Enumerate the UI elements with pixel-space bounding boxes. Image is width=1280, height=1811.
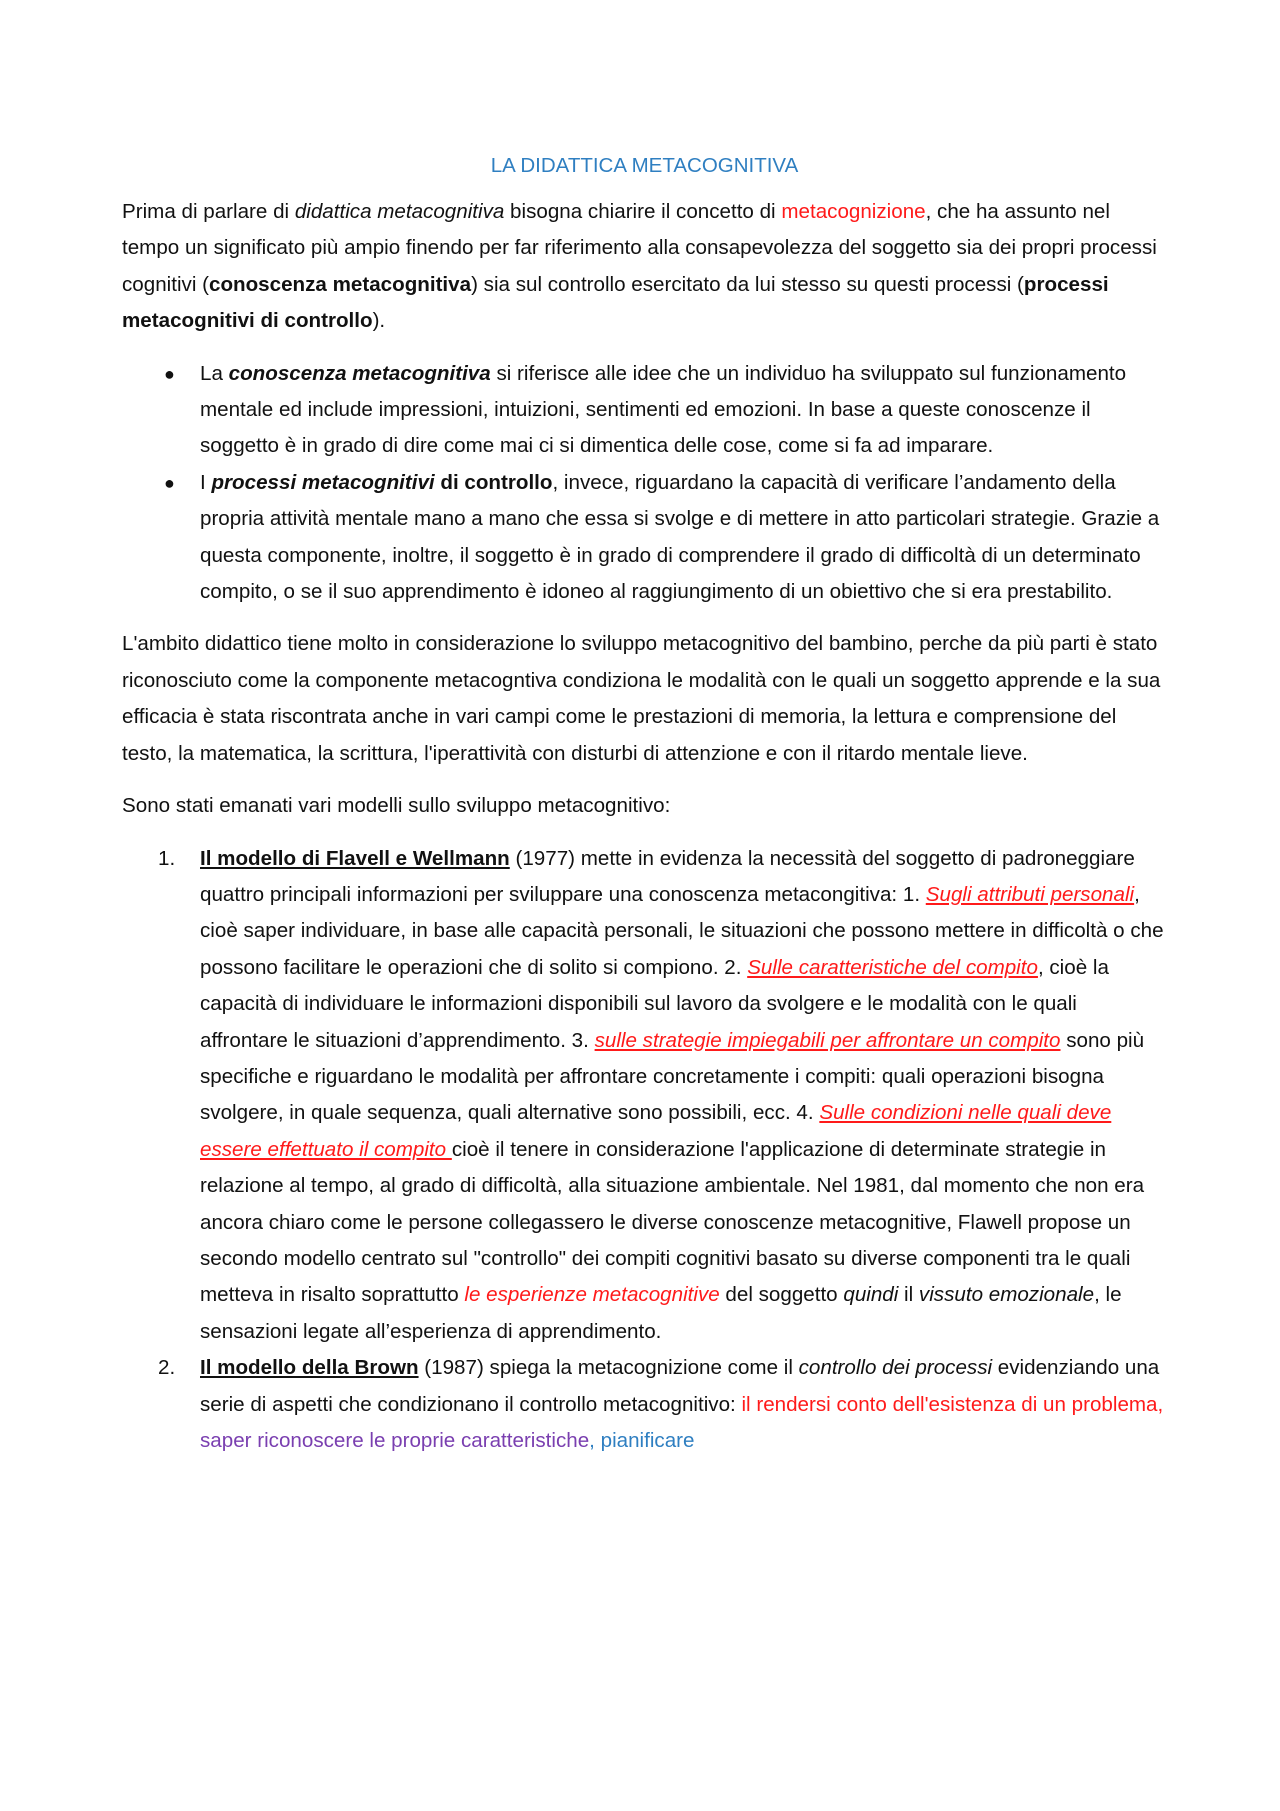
text-run: I — [200, 470, 212, 494]
list-number: 2. — [158, 1356, 176, 1380]
bold-term-processi: processi metacognitivi di controllo — [122, 272, 1109, 333]
italic-term: quindi — [843, 1283, 899, 1307]
bold-term: di controllo — [434, 470, 553, 494]
text-run: si riferisce alle idee che un individuo ha sviluppato sul funzionamento mentale ed include impressioni, intuizioni, sentimenti ed emozioni. In base a queste conoscenze il soggetto è in grado di dire come mai ci si dimentica delle cose, come si fa ad imparare. — [200, 361, 1127, 458]
highlight-pianificare: pianificare — [600, 1429, 695, 1452]
highlight-metacognizione: metacognizione — [781, 200, 926, 223]
text-run: bisogna chiarire il concetto di — [504, 200, 782, 223]
text-run: evidenziando una serie di aspetti che condizionano il controllo metacognitivo: — [200, 1356, 1160, 1416]
bold-italic-term: conoscenza metacognitiva — [228, 361, 491, 385]
text-run: (1977) mette in evidenza la necessità del soggetto di padroneggiare quattro principali informazioni per sviluppare una conoscenza metacongitiva: 1. — [200, 846, 1135, 906]
italic-term: vissuto emozionale — [918, 1283, 1095, 1307]
bold-term-conoscenza: conoscenza metacognitiva — [208, 272, 472, 296]
text-run: , cioè la capacità di individuare le informazioni disponibili sul lavoro da svolgere e le modalità con le quali affrontare le situazioni d’apprendimento. 3. — [200, 955, 1109, 1052]
intro-paragraph — [122, 194, 1167, 340]
model-name: Il modello di Flavell e Wellmann — [200, 846, 510, 870]
text-run: La — [200, 361, 229, 385]
highlight-condizioni: Sulle condizioni nelle quali deve essere effettuato il compito — [200, 1101, 1112, 1161]
highlight-attributi: Sugli attributi personali — [925, 882, 1135, 906]
text-run: Prima di parlare di — [122, 200, 295, 223]
text-run: il — [898, 1283, 919, 1307]
bullet-list — [122, 356, 1167, 611]
highlight-esperienze: le esperienze metacognitive — [464, 1283, 720, 1307]
model-name: Il modello della Brown — [200, 1356, 419, 1380]
highlight-caratteristiche-proprie: saper riconoscere le proprie caratteristiche — [200, 1429, 590, 1452]
models-list — [122, 841, 1167, 1460]
highlight-problema: il rendersi conto dell'esistenza di un problema — [741, 1392, 1158, 1416]
modelli-intro: Sono stati emanati vari modelli sullo sviluppo metacognitivo: — [122, 794, 671, 818]
ambito-paragraph: L'ambito didattico tiene molto in considerazione lo sviluppo metacognitivo del bambino, perche da più parti è stato riconosciuto come la componente metacogntiva condiziona le modalità con le quali un soggetto apprende e la sua efficacia è stata riscontrata anche in vari campi come le prestazioni di memoria, la lettura e comprensione del testo, la matematica, la scrittura, l'iperattività con disturbi di attenzione e con il ritardo mentale lieve. — [122, 632, 1161, 765]
text-run: ) sia sul controllo esercitato da lui stesso su questi processi ( — [471, 272, 1024, 296]
bullet-icon: ● — [164, 472, 175, 493]
text-run: sono più specifiche e riguardano le modalità per affrontare concretamente i compiti: quali operazioni bisogna svolgere, in quale sequenza, quali alternative sono possibili, ecc. 4. — [200, 1028, 1145, 1125]
text-run: , che ha assunto nel tempo un significato più ampio finendo per far riferimento alla consapevolezza del soggetto sia dei propri processi cognitivi ( — [122, 200, 1157, 296]
text-run: cioè il tenere in considerazione l'applicazione di determinate strategie in relazione al tempo, al grado di difficoltà, alla situazione ambientale. Nel 1981, dal momento che non era ancora chiaro come le persone collegassero le diverse conoscenze metacognitive, Flawell propose un secondo modello centrato sul "controllo" dei compiti cognitivi basato su diverse componenti tra le quali metteva in risalto soprattutto — [200, 1137, 1145, 1307]
highlight-strategie: sulle strategie impiegabili per affrontare un compito — [594, 1028, 1061, 1052]
text-run: , invece, riguardano la capacità di verificare l’andamento della propria attività mentale mano a mano che essa si svolge e di mettere in atto particolari strategie. Grazie a questa componente, inoltre, il soggetto è in grado di comprendere il grado di difficoltà di un determinato compito, o se il suo apprendimento è idoneo al raggiungimento di un obiettivo che si era prestabilito. — [200, 470, 1160, 604]
highlight-caratteristiche: Sulle caratteristiche del compito — [747, 955, 1038, 979]
italic-term: controllo dei processi — [798, 1356, 993, 1380]
page-title: LA DIDATTICA METACOGNITIVA — [490, 154, 799, 177]
text-run: , cioè saper individuare, in base alle capacità personali, le situazioni che possono mettere in difficoltà o che possono facilitare le operazioni che di solito si compiono. 2. — [200, 882, 1164, 979]
bold-italic-term: processi metacognitivi — [211, 470, 435, 494]
bullet-icon: ● — [164, 363, 175, 384]
bullet-item-conoscenza — [122, 356, 1167, 465]
list-number: 1. — [158, 846, 176, 870]
text-run: , le sensazioni legate all’esperienza di apprendimento. — [200, 1283, 1122, 1343]
model-item-brown — [122, 1350, 1167, 1459]
text-run: del soggetto — [719, 1283, 844, 1307]
model-item-flavell — [122, 841, 1167, 1351]
bullet-item-processi — [122, 465, 1167, 611]
italic-term-didattica: didattica metacognitiva — [294, 200, 505, 223]
text-run: ). — [372, 309, 386, 333]
text-run: , — [1157, 1392, 1164, 1416]
text-run: , — [589, 1429, 601, 1452]
document-body — [122, 148, 1167, 1459]
text-run: (1987) spiega la metacognizione come il — [418, 1356, 799, 1380]
